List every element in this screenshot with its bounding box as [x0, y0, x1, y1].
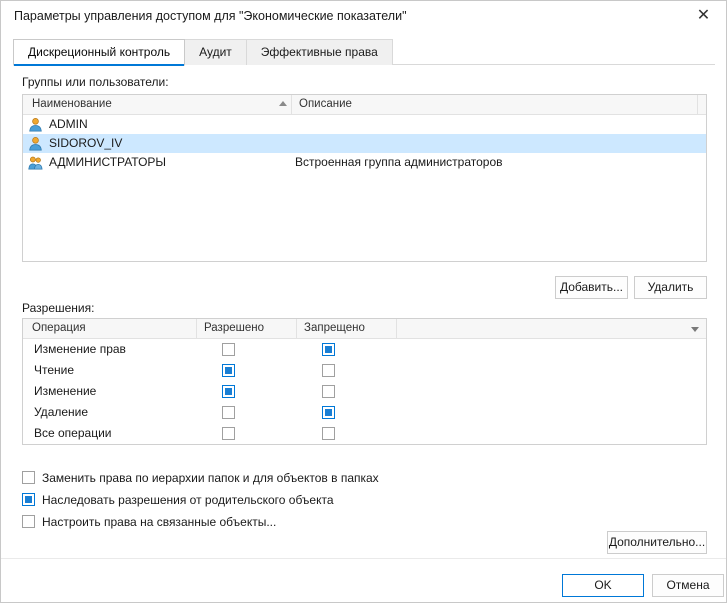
checkbox[interactable]	[22, 515, 35, 528]
tab-label: Аудит	[199, 45, 232, 59]
column-separator[interactable]	[196, 319, 197, 338]
cancel-button[interactable]: Отмена	[652, 574, 724, 597]
permission-deny-checkbox[interactable]	[322, 364, 335, 377]
checkbox[interactable]	[22, 493, 35, 506]
user-icon	[28, 117, 43, 132]
permissions-column-deny[interactable]: Запрещено	[304, 322, 365, 334]
tab-effective-rights[interactable]	[246, 39, 393, 65]
table-row[interactable]	[23, 115, 706, 134]
permission-allow-checkbox[interactable]	[222, 385, 235, 398]
option-label: Настроить права на связанные объекты...	[42, 515, 277, 529]
users-list-header	[23, 95, 706, 115]
add-user-button[interactable]: Добавить...	[555, 276, 628, 299]
group-icon	[28, 155, 43, 170]
table-row[interactable]	[23, 134, 706, 153]
permissions-column-operation[interactable]: Операция	[32, 322, 86, 334]
window-title: Параметры управления доступом для "Экономические показатели"	[14, 9, 407, 23]
checkbox[interactable]	[22, 471, 35, 484]
permissions-table-header	[23, 319, 706, 339]
permission-deny-checkbox[interactable]	[322, 406, 335, 419]
tab-audit[interactable]	[184, 39, 247, 65]
table-row[interactable]	[23, 153, 706, 172]
permissions-column-allow[interactable]: Разрешено	[204, 322, 264, 334]
permission-deny-checkbox[interactable]	[322, 427, 335, 440]
option-label: Наследовать разрешения от родительского объекта	[42, 493, 334, 507]
user-icon	[28, 136, 43, 151]
table-row	[23, 381, 706, 402]
permission-operation: Изменение прав	[34, 342, 126, 356]
users-list[interactable]	[22, 94, 707, 262]
permission-operation: Чтение	[34, 363, 75, 377]
users-section-label: Группы или пользователи:	[22, 75, 169, 89]
permission-operation: Изменение	[34, 384, 97, 398]
sort-ascending-icon	[279, 101, 287, 106]
tab-label: Эффективные права	[260, 45, 378, 59]
column-separator[interactable]	[697, 95, 698, 114]
permission-operation: Удаление	[34, 405, 89, 419]
user-name: АДМИНИСТРАТОРЫ	[49, 155, 167, 169]
table-row	[23, 339, 706, 360]
user-description: Встроенная группа администраторов	[295, 155, 503, 169]
footer-divider	[1, 558, 726, 559]
title-bar	[1, 1, 726, 33]
table-row	[23, 423, 706, 444]
chevron-down-icon[interactable]	[691, 327, 699, 332]
user-name: ADMIN	[49, 117, 88, 131]
ok-button[interactable]: OK	[562, 574, 644, 597]
permission-allow-checkbox[interactable]	[222, 406, 235, 419]
tab-discretionary-control[interactable]	[13, 39, 185, 66]
close-glyph: ✕	[696, 7, 711, 24]
permissions-section-label: Разрешения:	[22, 301, 95, 315]
permission-allow-checkbox[interactable]	[222, 364, 235, 377]
users-column-name[interactable]: Наименование	[32, 98, 112, 110]
column-separator[interactable]	[296, 319, 297, 338]
column-separator[interactable]	[291, 95, 292, 114]
close-icon[interactable]	[681, 1, 726, 31]
permission-deny-checkbox[interactable]	[322, 385, 335, 398]
permission-deny-checkbox[interactable]	[322, 343, 335, 356]
option-label: Заменить права по иерархии папок и для объектов в папках	[42, 471, 379, 485]
permission-allow-checkbox[interactable]	[222, 343, 235, 356]
advanced-button[interactable]: Дополнительно...	[607, 531, 707, 554]
tab-active-underline	[14, 64, 184, 66]
users-column-description[interactable]: Описание	[299, 98, 352, 110]
permission-operation: Все операции	[34, 426, 112, 440]
remove-user-button[interactable]: Удалить	[634, 276, 707, 299]
tab-label: Дискреционный контроль	[28, 45, 171, 59]
table-row	[23, 402, 706, 423]
permissions-table[interactable]	[22, 318, 707, 445]
column-separator[interactable]	[396, 319, 397, 338]
user-name: SIDOROV_IV	[49, 136, 123, 150]
tab-strip	[13, 39, 715, 65]
permission-allow-checkbox[interactable]	[222, 427, 235, 440]
table-row	[23, 360, 706, 381]
